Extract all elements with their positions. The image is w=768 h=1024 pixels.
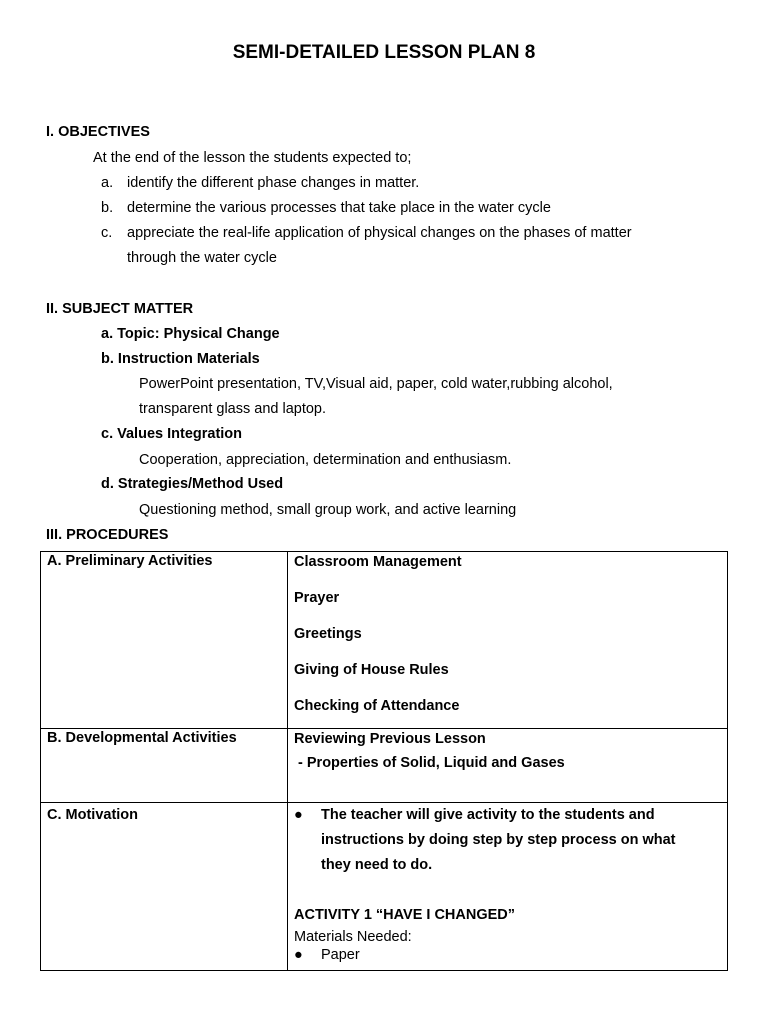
objective-marker: a. bbox=[101, 175, 114, 191]
activity-item: Classroom Management bbox=[294, 554, 462, 570]
activity-item: - Properties of Solid, Liquid and Gases bbox=[294, 755, 565, 771]
objective-continuation: through the water cycle bbox=[127, 250, 277, 266]
bullet-text bbox=[321, 803, 676, 878]
values-text: Cooperation, appreciation, determination and enthusiasm. bbox=[139, 452, 512, 468]
activity-title: ACTIVITY 1 “HAVE I CHANGED” bbox=[294, 907, 516, 923]
row-content bbox=[288, 729, 728, 803]
page-title: SEMI-DETAILED LESSON PLAN 8 bbox=[232, 42, 536, 63]
table-row bbox=[41, 552, 728, 729]
materials-text: PowerPoint presentation, TV,Visual aid, paper, cold water,rubbing alcohol, bbox=[139, 376, 613, 392]
strategies-text: Questioning method, small group work, and active learning bbox=[139, 502, 517, 518]
objective-item bbox=[101, 199, 551, 217]
activity-item: Giving of House Rules bbox=[294, 662, 449, 678]
bullet-icon: ● bbox=[294, 807, 303, 823]
activity-item: Greetings bbox=[294, 626, 362, 642]
strategies-heading: d. Strategies/Method Used bbox=[101, 476, 284, 492]
row-label: A. Preliminary Activities bbox=[41, 552, 288, 729]
objective-text: determine the various processes that take place in the water cycle bbox=[127, 200, 551, 216]
bullet-line: they need to do. bbox=[321, 857, 433, 873]
row-content bbox=[288, 552, 728, 729]
procedures-table bbox=[40, 551, 728, 971]
bullet-line: The teacher will give activity to the students and bbox=[321, 807, 655, 823]
objective-marker: b. bbox=[101, 200, 114, 216]
values-heading: c. Values Integration bbox=[101, 426, 243, 442]
activity-item: Checking of Attendance bbox=[294, 698, 460, 714]
activity-item: Prayer bbox=[294, 590, 340, 606]
materials-label: Materials Needed: bbox=[294, 929, 412, 945]
table-row bbox=[41, 729, 728, 803]
materials-heading: b. Instruction Materials bbox=[101, 351, 260, 367]
procedures-heading: III. PROCEDURES bbox=[46, 527, 169, 543]
row-content bbox=[288, 803, 728, 971]
objective-text: identify the different phase changes in matter. bbox=[127, 175, 420, 191]
objective-item bbox=[101, 174, 419, 192]
objective-item bbox=[101, 224, 632, 242]
row-label: B. Developmental Activities bbox=[41, 729, 288, 803]
bullet-line: instructions by doing step by step process on what bbox=[321, 832, 676, 848]
objectives-heading: I. OBJECTIVES bbox=[46, 124, 150, 140]
table-row bbox=[41, 803, 728, 971]
objective-marker: c. bbox=[101, 225, 113, 241]
activity-item: Reviewing Previous Lesson bbox=[294, 731, 486, 747]
objectives-intro: At the end of the lesson the students expected to; bbox=[93, 150, 412, 166]
subject-matter-heading: II. SUBJECT MATTER bbox=[46, 301, 194, 317]
topic-line: a. Topic: Physical Change bbox=[101, 326, 280, 342]
bullet-icon: ● bbox=[294, 947, 303, 963]
material-text: Paper bbox=[321, 947, 360, 963]
material-item bbox=[294, 946, 721, 964]
materials-text: transparent glass and laptop. bbox=[139, 401, 327, 417]
bullet-item bbox=[294, 803, 721, 878]
row-label: C. Motivation bbox=[41, 803, 288, 971]
objective-text: appreciate the real-life application of physical changes on the phases of matter bbox=[127, 225, 632, 241]
